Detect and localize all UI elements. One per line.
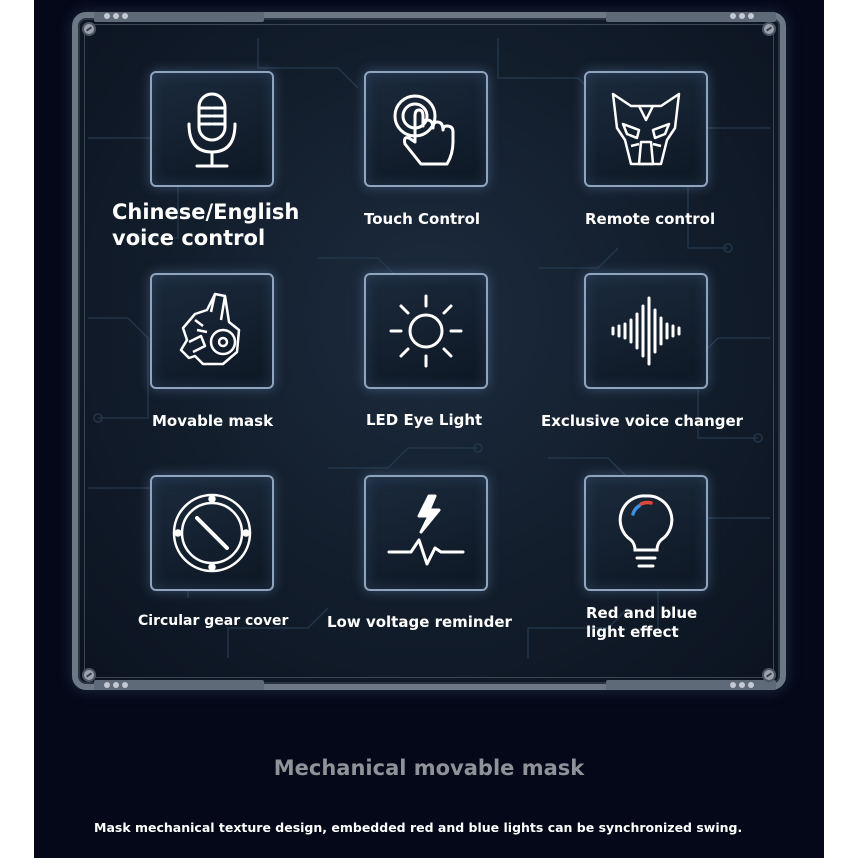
frame-dots-bottom-left bbox=[104, 682, 128, 688]
feature-tile-movable-mask bbox=[150, 273, 274, 389]
light-bulb-icon bbox=[601, 488, 691, 578]
feature-tile-remote-control bbox=[584, 71, 708, 187]
feature-label-low-voltage: Low voltage reminder bbox=[327, 613, 512, 631]
screw-icon bbox=[82, 668, 96, 682]
feature-label-movable-mask: Movable mask bbox=[152, 412, 274, 430]
feature-tile-gear-cover bbox=[150, 475, 274, 591]
feature-tile-light-effect bbox=[584, 475, 708, 591]
autobot-logo-icon bbox=[601, 84, 691, 174]
section-description: Mask mechanical texture design, embedded red and blue lights can be synchronized swing. bbox=[94, 820, 743, 835]
gear-cover-icon bbox=[167, 488, 257, 578]
sound-wave-icon bbox=[601, 286, 691, 376]
feature-label-touch-control: Touch Control bbox=[364, 210, 481, 228]
sun-light-icon bbox=[381, 286, 471, 376]
feature-label-light-effect: Red and blue light effect bbox=[586, 604, 698, 641]
feature-tile-low-voltage bbox=[364, 475, 488, 591]
feature-tile-touch-control bbox=[364, 71, 488, 187]
screw-icon bbox=[82, 22, 96, 36]
feature-label-voice-changer: Exclusive voice changer bbox=[541, 412, 744, 430]
screw-icon bbox=[762, 668, 776, 682]
feature-tile-voice-control bbox=[150, 71, 274, 187]
low-voltage-icon bbox=[381, 488, 471, 578]
product-graphic bbox=[34, 0, 824, 858]
feature-label-gear-cover: Circular gear cover bbox=[138, 613, 289, 629]
microphone-icon bbox=[167, 84, 257, 174]
feature-label-voice-control: Chinese/English voice control bbox=[112, 200, 300, 250]
feature-tile-voice-changer bbox=[584, 273, 708, 389]
section-heading: Mechanical movable mask bbox=[273, 756, 585, 780]
feature-tile-led-eye-light bbox=[364, 273, 488, 389]
frame-dots-top-left bbox=[104, 13, 128, 19]
feature-label-led-eye-light: LED Eye Light bbox=[366, 411, 483, 429]
screw-icon bbox=[762, 22, 776, 36]
touch-hand-icon bbox=[381, 84, 471, 174]
feature-label-remote-control: Remote control bbox=[585, 210, 716, 228]
frame-dots-bottom-right bbox=[730, 682, 754, 688]
mask-helmet-icon bbox=[167, 286, 257, 376]
frame-dots-top-right bbox=[730, 13, 754, 19]
